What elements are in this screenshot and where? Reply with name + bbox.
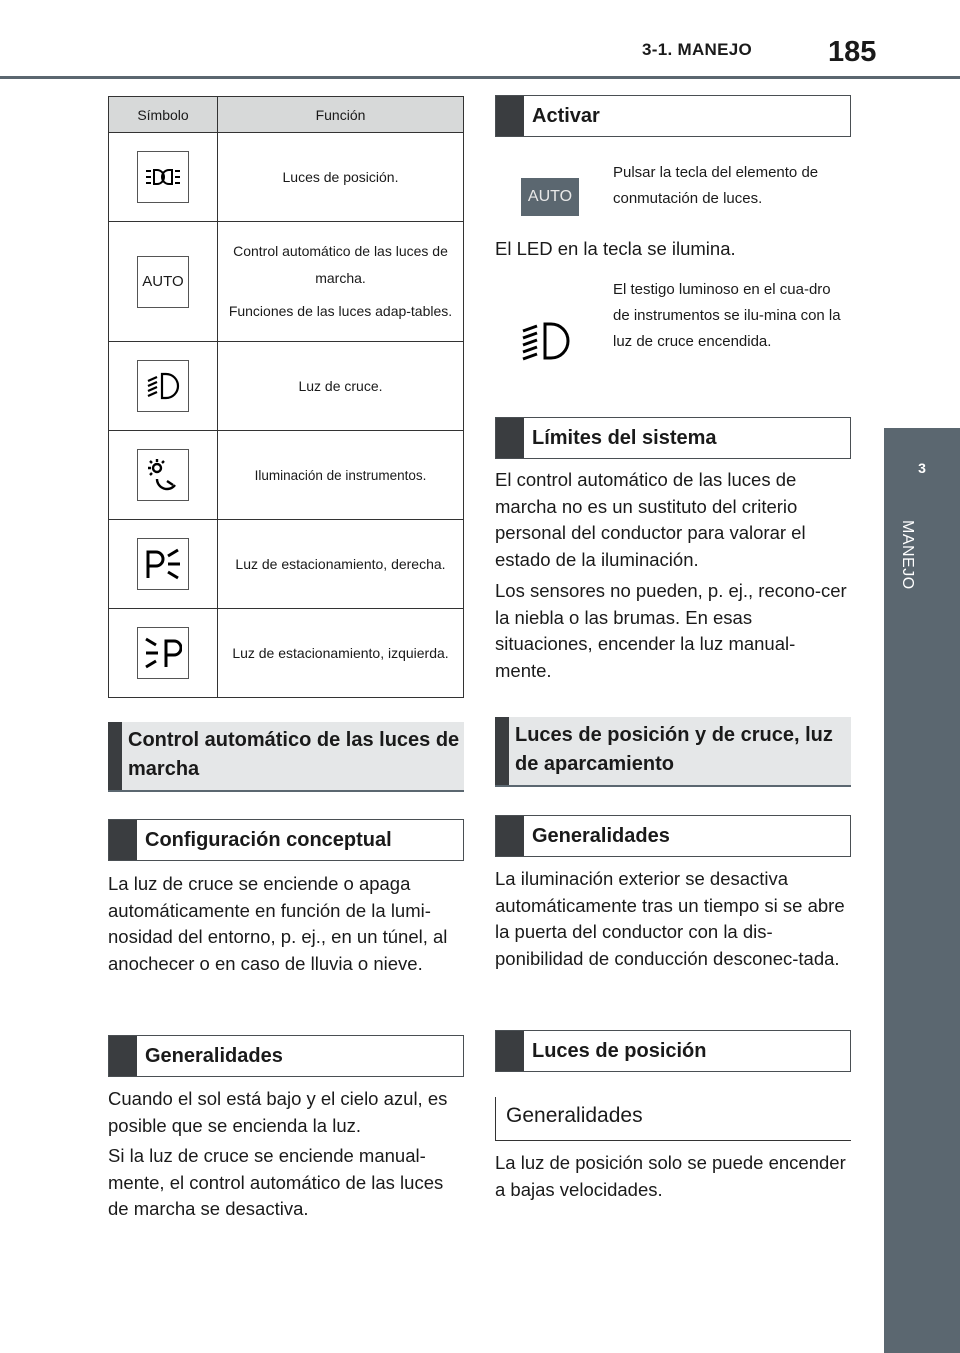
- heading-configuracion: [108, 819, 464, 861]
- instrument-lighting-icon: [137, 449, 189, 501]
- function-text: Luces de posición.: [218, 133, 464, 222]
- heading-activar: [495, 95, 851, 137]
- heading-text: Generalidades: [532, 824, 670, 847]
- chapter-strip: [884, 508, 960, 1353]
- table-row: [109, 609, 464, 698]
- heading-luces-posicion-cruce: [495, 717, 851, 787]
- heading-luces-posicion: [495, 1030, 851, 1072]
- heading-control-automatico: [108, 722, 464, 792]
- heading-text: Configuración conceptual: [145, 828, 392, 851]
- function-text-2: Funciones de las luces adap-tables.: [228, 303, 453, 319]
- heading-text: Luces de posición: [532, 1039, 707, 1062]
- low-beam-indicator-icon: [521, 316, 577, 369]
- heading-text: Activar: [532, 104, 600, 127]
- function-text: Luz de estacionamiento, izquierda.: [232, 644, 449, 661]
- paragraph-config: La luz de cruce se enciende o apaga automáticamente en función de la lumi-nosidad del entorno, p. ej., en un túnel, al anochecer o en caso de lluvia o nieve.: [108, 873, 448, 975]
- heading-text: Límites del sistema: [532, 426, 717, 449]
- paragraph-limits-2: Los sensores no pueden, p. ej., recono-cer la niebla o las brumas. En esas situaciones, encender la luz manual-mente.: [495, 580, 847, 682]
- table-row: [109, 520, 464, 609]
- page-number: 185: [828, 36, 877, 68]
- section-title: 3-1. MANEJO: [642, 40, 753, 59]
- heading-text: Luces de posición y de cruce, luz de aparcamiento: [515, 724, 833, 775]
- chapter-number: 3: [918, 460, 926, 476]
- heading-generalidades-right: [495, 815, 851, 857]
- position-lights-icon: [137, 151, 189, 203]
- chapter-label: MANEJO: [899, 520, 916, 590]
- auto-icon: [137, 256, 189, 308]
- parking-light-right-icon: [137, 538, 189, 590]
- paragraph-general-2: Si la luz de cruce se enciende manual-mente, el control automático de las luces de marcha se desactiva.: [108, 1145, 444, 1220]
- function-text: Iluminación de instrumentos.: [218, 431, 464, 520]
- parking-light-left-icon: [137, 627, 189, 679]
- symbol-table: [108, 96, 464, 698]
- heading-text: Generalidades: [145, 1044, 283, 1067]
- table-row: [109, 133, 464, 222]
- activar-text: Pulsar la tecla del elemento de conmutación de luces.: [613, 164, 819, 207]
- paragraph-general-right: La iluminación exterior se desactiva automáticamente tras un tiempo si se abre la puerta del conductor con la dis-ponibilidad de conducción desconec-tada.: [495, 868, 845, 970]
- table-row: [109, 222, 464, 342]
- heading-generalidades: [108, 1035, 464, 1077]
- paragraph-limits-1: El control automático de las luces de marcha no es un sustituto del criterio personal del conductor para valorar el estado de la iluminación.: [495, 469, 806, 571]
- led-text: El LED en la tecla se ilumina.: [495, 238, 736, 259]
- subheading-generalidades: Generalidades: [495, 1097, 851, 1141]
- heading-text: Control automático de las luces de marcha: [128, 729, 460, 780]
- heading-limites: [495, 417, 851, 459]
- paragraph-position: La luz de posición solo se puede encender a bajas velocidades.: [495, 1152, 846, 1200]
- indicator-text: El testigo luminoso en el cua-dro de instrumentos se ilu-mina con la luz de cruce encendida.: [613, 281, 841, 350]
- table-row: [109, 342, 464, 431]
- function-text: Luz de estacionamiento, derecha.: [235, 555, 446, 572]
- column-header-function: Función: [218, 97, 464, 133]
- table-row: [109, 431, 464, 520]
- paragraph-general-1: Cuando el sol está bajo y el cielo azul, es posible que se encienda la luz.: [108, 1088, 448, 1136]
- column-header-symbol: Símbolo: [109, 97, 218, 133]
- chapter-tab: [884, 428, 960, 508]
- low-beam-icon: [137, 360, 189, 412]
- auto-button-icon: AUTO: [521, 178, 579, 216]
- function-text: Control automático de las luces de marcha.: [233, 243, 448, 286]
- auto-icon-label: AUTO: [142, 273, 184, 290]
- header-rule: [0, 76, 960, 79]
- function-text: Luz de cruce.: [218, 342, 464, 431]
